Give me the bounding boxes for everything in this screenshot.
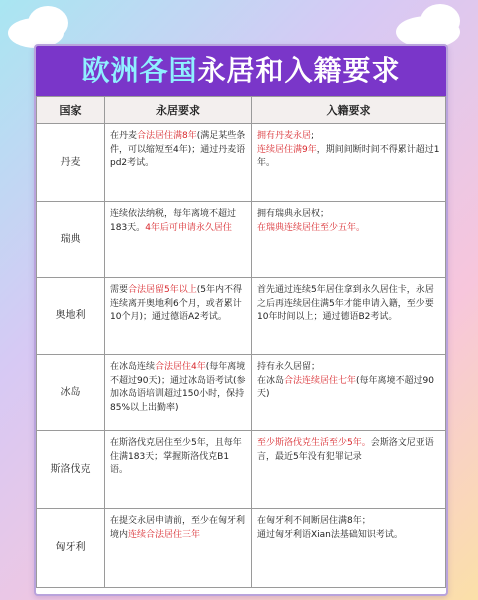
citizenship-requirement-cell <box>252 202 446 278</box>
permanent-requirement-cell <box>105 124 252 202</box>
header-permanent: 永居要求 <box>105 97 252 124</box>
requirement-text: 在提交永居申请前，至少在匈牙利境内 <box>110 516 246 540</box>
citizenship-requirement-cell <box>252 431 446 509</box>
table-row <box>37 202 446 278</box>
requirement-text: 在丹麦 <box>110 131 138 141</box>
requirement-text: 在冰岛连续 <box>110 362 156 372</box>
header-country: 国家 <box>37 97 105 124</box>
table-row <box>37 124 446 202</box>
requirement-text: (满足某些条件，可以缩短至4年)；通过丹麦语pd2考试。 <box>110 131 246 168</box>
table-row <box>37 509 446 588</box>
country-cell: 匈牙利 <box>37 509 105 588</box>
requirement-text: ，期间间断时间不得累计超过1年。 <box>257 144 440 168</box>
requirement-text: 在匈牙利不间断居住满8年； <box>257 516 371 526</box>
country-cell: 斯洛伐克 <box>37 431 105 509</box>
highlighted-text: 在瑞典连续居住至少五年。 <box>257 222 366 233</box>
citizenship-requirement-cell <box>252 124 446 202</box>
table-row <box>37 431 446 509</box>
country-cell: 冰岛 <box>37 355 105 431</box>
cloud-decoration <box>28 6 68 40</box>
citizenship-requirement-cell <box>252 509 446 588</box>
cloud-decoration <box>420 4 460 38</box>
highlighted-text: 合法居留5年以上 <box>128 285 197 295</box>
highlighted-text: 连续居住满9年 <box>257 144 317 155</box>
requirement-text: ; <box>311 131 315 141</box>
country-cell: 瑞典 <box>37 202 105 278</box>
requirement-text: 连续依法纳税，每年离境不超过183天。 <box>110 209 237 233</box>
citizenship-requirement-cell <box>252 278 446 355</box>
permanent-requirement-cell <box>105 509 252 588</box>
permanent-requirement-cell <box>105 278 252 355</box>
page-title <box>36 46 446 96</box>
highlighted-text: 合法居住4年 <box>155 362 206 372</box>
requirement-text: 在冰岛 <box>257 375 285 386</box>
permanent-requirement-cell <box>105 431 252 509</box>
requirement-text: (每年离境不超过90天) <box>257 375 434 399</box>
citizenship-requirement-cell <box>252 355 446 431</box>
header-citizenship: 入籍要求 <box>252 97 446 124</box>
requirement-text: 通过匈牙利语Xian法基础知识考试。 <box>257 529 403 540</box>
highlighted-text: 合法连续居住七年 <box>284 375 357 386</box>
requirement-text: 持有永久居留； <box>257 362 321 372</box>
country-cell: 丹麦 <box>37 124 105 202</box>
table-row <box>37 355 446 431</box>
requirement-text: 在斯洛伐克居住至少5年，且每年住满183天；掌握斯洛伐克B1语。 <box>110 438 242 475</box>
highlighted-text: 拥有丹麦永居 <box>257 131 312 141</box>
permanent-requirement-cell <box>105 202 252 278</box>
country-cell: 奥地利 <box>37 278 105 355</box>
highlighted-text: 连续合法居住三年 <box>128 529 201 540</box>
requirement-text: 会斯洛文尼亚语言，最近5年没有犯罪记录 <box>257 438 434 462</box>
title-part-1: 欧洲各国 <box>81 54 198 87</box>
table-header-row <box>37 97 446 124</box>
requirement-text: 首先通过连续5年居住拿到永久居住卡，永居之后再连续居住满5年才能申请入籍，至少要10年时间以上；通过德语B2考试。 <box>257 285 434 322</box>
requirement-text: (每年离境不超过90天)；通过冰岛语考试(参加冰岛语培训超过150小时，保持85%以上出勤率) <box>110 362 246 413</box>
requirement-text: 需要 <box>110 285 129 295</box>
requirement-text: (5年内不得连续离开奥地利6个月，或者累计10个月)；通过德语A2考试。 <box>110 285 242 322</box>
highlighted-text: 4年后可申请永久居住 <box>145 222 232 233</box>
table-row <box>37 278 446 355</box>
requirement-text: 拥有瑞典永居权； <box>257 209 330 219</box>
highlighted-text: 至少斯洛伐克生活至少5年。 <box>257 438 371 448</box>
highlighted-text: 合法居住满8年 <box>137 131 197 141</box>
permanent-requirement-cell <box>105 355 252 431</box>
info-card <box>34 44 448 596</box>
requirements-table <box>36 96 446 588</box>
title-part-2: 永居和入籍要求 <box>197 54 401 87</box>
